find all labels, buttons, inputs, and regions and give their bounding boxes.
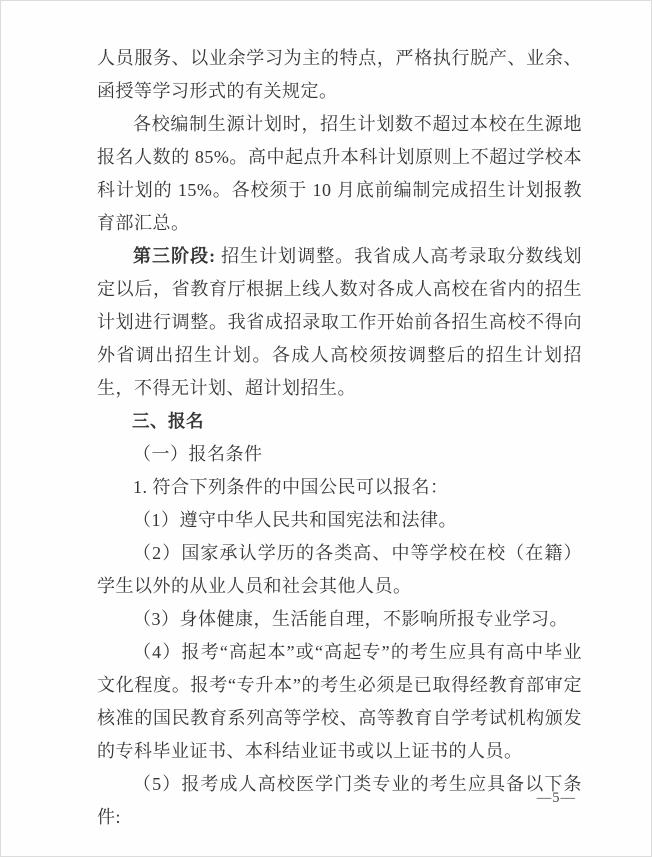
list-item-1-5: （5）报考成人高校医学门类专业的考生应具备以下条件: (97, 774, 582, 827)
list-item-1-4: （4）报考“高起本”或“高起专”的考生应具有高中毕业文化程度。报考“专升本”的考生必须是已取得经教育部审定核准的国民教育系列高等学校、高等教育自学考试机构颁发的专科毕业证书、本科结业证书或以上证书的人员。 (97, 642, 582, 761)
list-item-1: 1. 符合下列条件的中国公民可以报名： (133, 477, 449, 497)
stage3-lead-label: 第三阶段: (133, 246, 216, 266)
document-body (97, 42, 582, 834)
subsection-heading-conditions: （一）报名条件 (133, 444, 263, 464)
list-item-1-3: （3）身体健康，生活能自理，不影响所报专业学习。 (133, 609, 568, 629)
paragraph-continuation: 人员服务、以业余学习为主的特点，严格执行脱产、业余、函授等学习形式的有关规定。 (97, 48, 582, 101)
paragraph-source-plan: 各校编制生源计划时，招生计划数不超过本校在生源地报名人数的 85%。高中起点升本科计划原则上不超过学校本科计划的 15%。各校须于 10 月底前编制完成招生计划报教育部汇总。 (97, 114, 582, 233)
list-item-1-1: （1）遵守中华人民共和国宪法和法律。 (133, 510, 457, 530)
list-item-1-2: （2）国家承认学历的各类高、中等学校在校（在籍）学生以外的从业人员和社会其他人员。 (97, 543, 582, 596)
page-number: —5— (536, 790, 576, 806)
stage3-text: 招生计划调整。我省成人高考录取分数线划定以后，省教育厅根据上线人数对各成人高校在省内的招生计划进行调整。我省成招录取工作开始前各招生高校不得向外省调出招生计划。各成人高校须按调整后的招生计划招生，不得无计划、超计划招生。 (97, 246, 583, 398)
paragraph-stage3 (97, 240, 582, 405)
section-heading-registration: 三、报名 (132, 411, 204, 431)
